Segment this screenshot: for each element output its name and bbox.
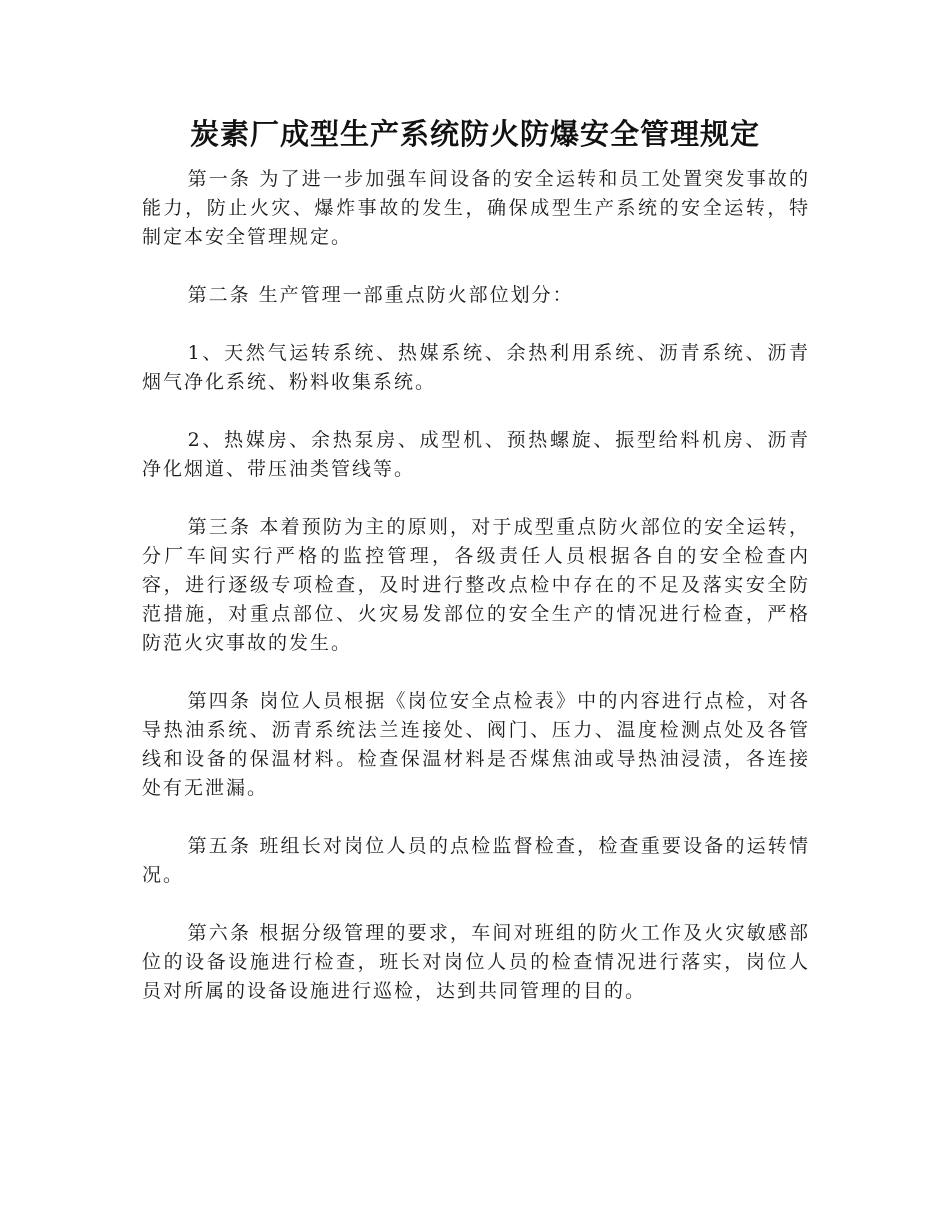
- document-body: [142, 165, 810, 1035]
- article-3-paragraph: 第三条 本着预防为主的原则，对于成型重点防火部位的安全运转，分厂车间实行严格的监控管理，各级责任人员根据各自的安全检查内容，进行逐级专项检查，及时进行整改点检中存在的不足及落实安全防范措施，对重点部位、火灾易发部位的安全生产的情况进行检查，严格防范火灾事故的发生。: [142, 516, 810, 654]
- article-6-paragraph: 第六条 根据分级管理的要求，车间对班组的防火工作及火灾敏感部位的设备设施进行检查，班长对岗位人员的检查情况进行落实，岗位人员对所属的设备设施进行巡检，达到共同管理的目的。: [142, 922, 810, 1002]
- article-2-item-1: 1、天然气运转系统、热媒系统、余热利用系统、沥青系统、沥青烟气净化系统、粉料收集系统。: [142, 342, 810, 393]
- article-1-paragraph: 第一条 为了进一步加强车间设备的安全运转和员工处置突发事故的能力，防止火灾、爆炸事故的发生，确保成型生产系统的安全运转，特制定本安全管理规定。: [142, 168, 810, 248]
- article-4-paragraph: 第四条 岗位人员根据《岗位安全点检表》中的内容进行点检，对各导热油系统、沥青系统法兰连接处、阀门、压力、温度检测点处及各管线和设备的保温材料。检查保温材料是否煤焦油或导热油浸渍，各连接处有无泄漏。: [142, 690, 810, 799]
- document-title: 炭素厂成型生产系统防火防爆安全管理规定: [189, 117, 760, 151]
- article-2-item-2: 2、热媒房、余热泵房、成型机、预热螺旋、振型给料机房、沥青净化烟道、带压油类管线等。: [142, 429, 810, 480]
- article-2-paragraph: 第二条 生产管理一部重点防火部位划分：: [187, 284, 574, 306]
- article-5-paragraph: 第五条 班组长对岗位人员的点检监督检查，检查重要设备的运转情况。: [142, 835, 810, 886]
